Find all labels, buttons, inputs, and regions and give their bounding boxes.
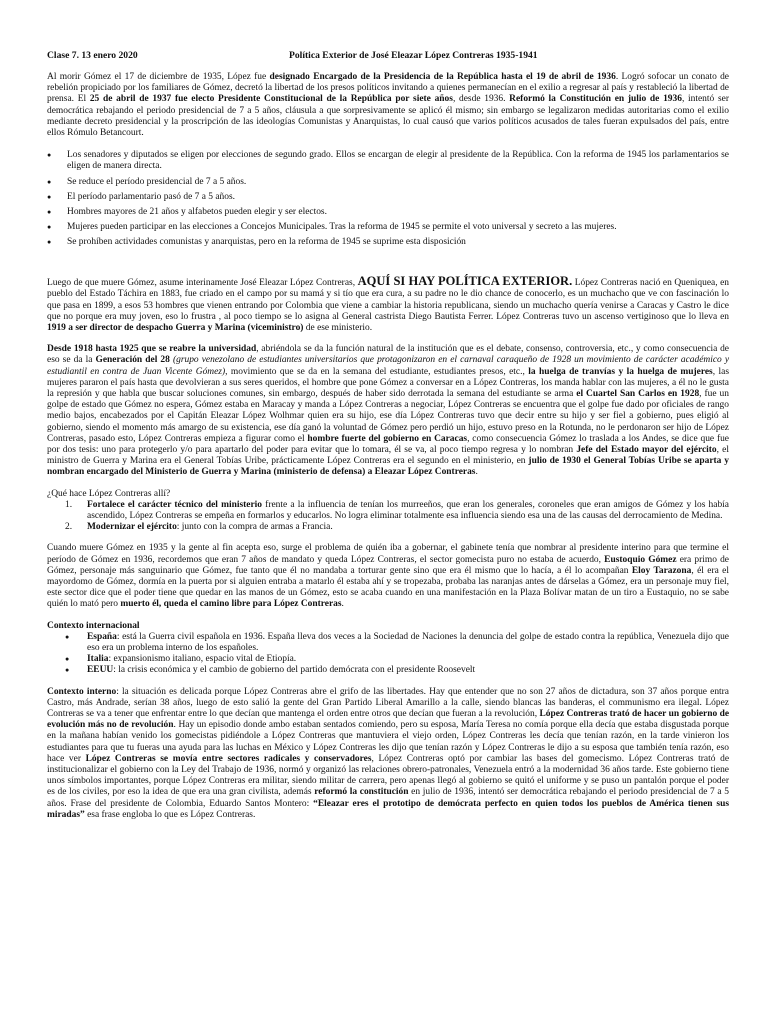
text-run: . [341,599,344,610]
bold-run: 25 de abril de 1937 fue electo Presidente Constitucional de la República por siete años [89,94,453,105]
bold-run: Modernizar el ejército [87,522,177,533]
class-date: Clase 7. 13 enero 2020 [47,50,138,61]
bold-run: “Eleazar eres el prototipo de demócrata perfecto en quien todos los pueblos de América tienen sus miradas” [47,798,729,820]
list-item [47,500,729,522]
document-header [47,50,729,64]
list-item: ● Se prohíben actividades comunistas y anarquistas, pero en la reforma de 1945 se suprime esta disposición [47,237,729,248]
bold-run: julio de 1930 el General Tobías Uribe se aparta y nombran encargado del Ministerio de Guerra y Marina (ministerio de defensa) a Eleazar López Contreras [47,456,730,478]
text-run: López Contreras nació en Queniquea, en pueblo del Estado Táchira en 1883, fue criado en el campo por su mamá y si tío que era cura, a su padre no le dio chance de conocerlo, es un muchacho que ve con fascinación lo que pasa en 1899, a esos 53 hombres que vienen entrando por Colombia que viene a cambiar la historia republicana, siendo un muchacho quería venirse a Caracas y Castro le dice que no porque era muy joven, eso lo frustra , al poco tiempo se lo asigna al General castrista Diego Bautista Ferrer. López Contreras tuvo un ascenso vertiginoso que lo lleva en [47,278,729,322]
question-line: ¿Qué hace López Contreras allí? [47,488,171,499]
text-run: : la crisis económica y el cambio de gobierno del partido demócrata con el presidente Roosevelt [113,665,476,676]
bold-run: Contexto interno [47,686,117,697]
bold-run: López Contreras se movía entre sectores radicales y conservadores [85,753,372,764]
bold-run: Eustoquio Gómez [604,554,677,565]
text-run: , abriéndola se da la función natural de la institución que es el debate, consenso, controversia, etc., y como consecuencia de eso se da la [47,344,729,366]
emphasis-heading: AQUÍ SI HAY POLÍTICA EXTERIOR. [357,274,573,289]
bold-run: Contexto internacional [47,620,140,631]
university-paragraph [47,344,729,478]
bold-run: muerto él, queda el camino libre para López Contreras [120,599,342,610]
bold-run: la huelga de tranvías y la huelga de mujeres [528,366,713,377]
list-item: ● Se reduce el período presidencial de 7 a 5 años. [47,177,729,188]
text-run: , fue un golpe de estado que Gómez no espera, Gómez estaba en Maracay y manda a López Contreras a negociar, López Contreras se encuentra que el golpe fue dado por oficiales de rango medio bajos, encabezados por el Capitán Eleazar López Wolhmar quien era su hijo, ese día López Contreras tuvo que decir entre su hijo y ser fiel a gobierno, pues eligió al gobierno, siendo el momento más amargo de su existencia, ese día ganó la voluntad de Gómez pero perdió un hijo, estuvo preso en la Rotunda, no le perdonaron ser hijo de López Contreras, pasado esto, López Contreras empieza a figurar como el [47,388,729,444]
text-run: era primo de Gómez, personaje más sanguinario que Gómez, fue tanto que él no mandaba a torturar gente sino que era él mismo que lo hacía, a él lo acompañan [47,554,729,576]
text-run: : la situación es delicada porque López Contreras abre el grifo de las libertades. Hay que entender que no son 27 años de dictadura, son 37 años porque entra Castro, más Andrade, serían 38 años, luego de esto salió la gente del Gran Partido Liberal Amarillo a la calle, siendo blancas las banderas, el communismo era ilegal. López Contreras se va a tener que enfrentar entre lo que decían que mantenga el orden entre otros que decían que fueran a la revolución, [47,686,729,719]
text-run: en julio de 1936, intentó ser democrática rebajando el periodo presidencial de 7 a 5 años. Frase del presidente de Colombia, Eduardo Santos Montero: [47,787,729,809]
list-item [47,522,729,533]
list-item [47,632,729,654]
list-item [47,654,729,665]
list-item: ● Mujeres pueden participar en las elecciones a Concejos Municipales. Tras la reforma de 1945 se permite el voto universal y secreto a las mujeres. [47,222,729,233]
bold-run: Italia [87,654,109,665]
text-run: : expansionismo italiano, espacio vital de Etiopía. [108,654,297,665]
text-run: , las mujeres pararon el país hasta que devolvieran a sus seres queridos, el hombre que pone Gómez a conversar en a López Contreras, los manda hablar con las mujeres, a él no le gusta la represión y que habla que buscar soluciones comunes, sin embargo, después de haber sido derrotada la semana del estudiante se arma [47,366,729,399]
bold-run: EEUU [87,665,114,676]
text-run: , él era el mayordomo de Gómez, dormía en la puerta por si alguien entraba a matarlo él estaba ahí y se tropezaba, probaba las naranjas antes de dárselas a Gómez, era un personaje muy fiel, este sector dice que el poder tiene que quedar en las manos de un Gómez, esto se acaba cuando en una manifestación en la Plaza Bolívar matan de un tiro a Eustaquio, no se sabe quién lo mató pero [47,565,729,610]
bold-run: Jefe del Estado mayor del ejército [576,444,717,455]
text-run: . [475,467,478,478]
text-run: , intentó ser democrática rebajando el periodo presidencial de 7 a 5 años, cláusula a que sorpresivamente se aplicó él mismo; sin embargo se legalizaron medidas autoritarias como el exilio mediante decreto presidencial y la proscripción de las ideologías Comunistas y Anarquistas, lo cual causó que varios políticos acusados de tales fueran expulsados del país, entre ellos Rómulo Betancourt. [47,94,729,139]
bold-run: López Contreras trató de hacer un gobierno de evolución más no de revolución [47,709,730,731]
text-run: Al morir Gómez el 17 de diciembre de 1935, López fue [47,72,270,82]
text-run: . Hay un episodio donde ambo estaban sentados comiendo, pero su esposa, María Teresa no comía porque ella decía que estaba disgustada porque en la mañana habían venido los gomecistas pidiéndole a López Contreras que mantuviera el viejo orden, López Contreras les decía que tenían razón, en la tarde vinieron los estudiantes para que tu fueras una ayuda para las luchas en México y López Contreras les dijo que tenían razón y López Contreras le dijo a su esposa que también tenía razón, eso hace ver [47,720,729,764]
bold-run: España [87,631,117,642]
bold-run: Generación del 28 [95,355,170,366]
numbered-list [47,500,729,534]
list-item: ● Los senadores y diputados se eligen por elecciones de segundo grado. Ellos se encargan de elegir al presidente de la República. Con la reforma de 1945 los parlamentarios se eligen de manera directa. [47,150,729,172]
bold-run: designado Encargado de la Presidencia de la República hasta el 19 de abril de 1936 [269,72,616,82]
bold-run: hombre fuerte del gobierno en Caracas [307,433,468,444]
international-context-list [47,632,729,677]
text-run: . Logró sofocar un conato de rebelión propiciado por los familiares de Gómez, decretó la libertad de los presos políticos invitando a quienes permanecían en el exilio a regresar al país y restableció la libertad de prensa. El [47,72,729,105]
bold-run: Desde 1918 hasta 1925 que se reabre la universidad [47,344,257,355]
text-run: frente a la influencia de tenían los murreeños, que eran los generales, coroneles que eran amigos de Gómez y los había ascendido, López Contreras se empeña en formarlos y educarlos. No logra eliminar totalmente esa influencia siendo esa una de las causas del derrocamiento de Medina. [87,499,729,521]
list-number: 2. [65,522,73,533]
list-number: 1. [65,499,73,510]
text-run: , como consecuencia Gómez lo traslada a los Andes, se dice que fue por dos tesis: uno para protegerlo y/o para apartarlo del poder para evitar que lo tomara, él se va, al poco tiempo regresa y lo nombran [47,433,729,455]
constitution-reform-list [47,150,729,248]
italic-run: (grupo venezolano de estudiantes universitarios que protagonizaron en el carnaval caraqueño de 1928 un movimiento de carácter académico y estudiantil en contra de Juan Vicente Gómez) [47,355,730,377]
list-item [47,665,729,676]
document-title: Política Exterior de José Eleazar López Contreras 1935-1941 [289,50,538,61]
bold-run: Fortalece el carácter técnico del ministerio [87,499,262,510]
intro-paragraph [47,72,729,139]
text-run: : junto con la compra de armas a Francia. [176,522,333,533]
bold-run: Reformó la Constitución en julio de 1936 [509,94,682,105]
text-run: , el ministro de Guerra y Marina era el General Tobías Uribe, prácticamente López Contreras era el segundo en el ministerio, en [47,444,729,467]
bold-run: reformó la constitución [314,787,409,798]
bold-run: Eloy Tarazona [631,565,692,576]
document-page [47,50,729,821]
succession-paragraph [47,543,729,610]
bold-run: 1919 a ser director de despacho Guerra y Marina (viceministro) [47,322,304,333]
biography-paragraph [47,276,729,334]
text-run: Cuando muere Gómez en 1935 y la gente al fin acepta eso, surge el problema de quién iba a gobernar, el gabinete tenía que nombrar al presidente interino para que termine el período de Gómez en 1936, recordemos que eran 7 años de mandato y queda López Contreras, el sector gomecista puro no estaba de acuerdo, [47,543,729,565]
list-item: ● Hombres mayores de 21 años y alfabetos pueden elegir y ser electos. [47,207,729,218]
internal-context-paragraph [47,687,729,821]
text-run: , movimiento que se da en la semana del estudiante, estudiantes presos, etc., [225,366,529,377]
text-run: : está la Guerra civil española en 1936. España lleva dos veces a la Sociedad de Naciones la denuncia del golpe de estado contra la república, Venezuela dijo que eso era un problema interno de los españoles. [87,631,729,653]
text-run: esa frase engloba lo que es López Contreras. [84,809,256,820]
bold-run: el Cuartel San Carlos en 1928 [576,388,700,399]
text-run: , desde 1936. [452,94,510,105]
text-run: Luego de que muere Gómez, asume interinamente José Eleazar López Contreras, [47,278,358,289]
text-run: de ese ministerio. [303,322,373,333]
text-run: , López Contreras optó por cambiar las bases del gomecismo. López Contreras trató de institucionalizar el gobierno con la Ley del Trabajo de 1936, normó y organizó las relaciones obrero-patronales, Venezuela entró a la modernidad 36 años tarde. Este gobierno tiene unos símbolos importantes, porque López Contreras era militar, siendo militar de carrera, pero apenas llegó al gobierno se quitó el uniforme y se puso un pantalón porque el poder es de los civiles, por eso la idea de que era una gran civilista, además [47,753,730,798]
section-heading [47,621,729,632]
list-item: ● El período parlamentario pasó de 7 a 5 años. [47,192,729,203]
